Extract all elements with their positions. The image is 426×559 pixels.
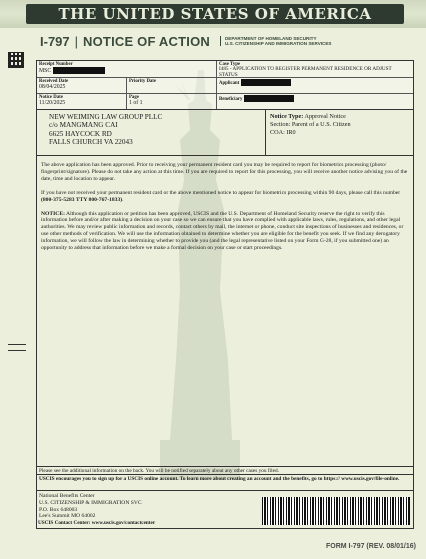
notice-label: NOTICE: bbox=[41, 210, 65, 217]
notice-body bbox=[36, 156, 414, 466]
receipt-number-cell bbox=[37, 61, 217, 78]
header-banner bbox=[0, 0, 426, 28]
notice-title: NOTICE OF ACTION bbox=[83, 33, 210, 49]
phone-number: (800-375-5283 TTY 800-767-1833) bbox=[41, 196, 123, 203]
qr-code-icon bbox=[8, 52, 24, 68]
notice-type-label: Notice Type: bbox=[270, 113, 304, 120]
online-account-note: USCIS encourages you to sign up for a USCIS online account. To learn more about creating an account and the benefits, go to https:// www.uscis.gov/file-online. bbox=[36, 475, 414, 491]
center-line-4: Lee's Summit MO 64002 bbox=[39, 513, 96, 520]
center-line-2: U.S. CITIZENSHIP & IMMIGRATION SVC bbox=[39, 499, 142, 506]
case-type-value: I485 - APPLICATION TO REGISTER PERMANENT RESIDENCE OR ADJUST STATUS bbox=[219, 66, 392, 78]
agency-line-1: DEPARTMENT OF HOMELAND SECURITY bbox=[224, 35, 317, 41]
receipt-number-value: MSC bbox=[39, 67, 214, 74]
coa-line: COA: IR0 bbox=[270, 129, 296, 136]
back-page-note: Please see the additional information on the back. You will be notified separately about any other cases you filed. bbox=[36, 466, 414, 475]
fold-mark bbox=[8, 344, 26, 345]
redaction-bar bbox=[244, 95, 294, 102]
beneficiary-label: Beneficiary bbox=[219, 96, 243, 102]
center-line-1: National Benefits Center bbox=[39, 493, 95, 499]
case-type-label: Case Type bbox=[219, 62, 241, 67]
form-number: I-797 bbox=[40, 33, 70, 49]
page-cell bbox=[127, 94, 217, 109]
mailing-address bbox=[36, 110, 266, 156]
center-line-3: P.O. Box 648003 bbox=[39, 506, 78, 513]
title-separator: | bbox=[74, 33, 79, 49]
notice-type-value: Approval Notice bbox=[304, 113, 346, 120]
priority-date-cell bbox=[127, 78, 217, 94]
address-line-2: c/o MANGMANG CAI bbox=[49, 121, 118, 130]
notice-date-cell bbox=[37, 94, 127, 109]
page-value: 1 of 1 bbox=[129, 100, 143, 107]
applicant-cell bbox=[217, 78, 413, 94]
notice-title-bar bbox=[40, 33, 410, 49]
service-center-address bbox=[39, 493, 239, 520]
barcode-icon bbox=[262, 497, 410, 525]
receipt-number-label: Receipt Number bbox=[39, 62, 73, 67]
beneficiary-cell bbox=[217, 94, 413, 109]
banner-title: THE UNITED STATES OF AMERICA bbox=[26, 4, 404, 24]
received-date-cell bbox=[37, 78, 127, 94]
page-label: Page bbox=[129, 95, 139, 100]
contact-center-line: USCIS Contact Center: www.uscis.gov/contactcenter bbox=[38, 520, 156, 526]
redaction-bar bbox=[53, 67, 105, 74]
priority-date-label: Priority Date bbox=[129, 79, 157, 84]
notice-type-line bbox=[270, 113, 409, 121]
notice-date-label: Notice Date bbox=[39, 95, 63, 100]
verification-notice-paragraph: NOTICE: Although this application or petition has been approved, USCIS and the U.S. Department of Homeland Security reserve the right to verify this information before and/or after making a decision on your case so we can ensure that you have complied with applicable laws, rules, regulations, and other legal authorities. We may review public information and records, contact others by mail, the internet or phone, conduct site inspections of businesses and residences, or use other methods of verification. We will use the information obtained to determine whether you are eligible for the benefit you seek. If we find any derogatory information, we will follow the law in determining whether to provide you (and the legal representative listed on your Form G-28, if you submitted one) an opportunity to address that information before we make a formal decision on your case or start proceedings. bbox=[41, 210, 404, 252]
received-date-value: 08/04/2025 bbox=[39, 84, 66, 91]
approval-paragraph: The above application has been approved. Prior to receiving your permanent resident card you may be required to report for biometrics processing (photo/ fingerprint/signature). Please do not take any action at this time. If you are required to report for this processing, you will receive another notice advising you of the date, time and location to appear. bbox=[41, 162, 408, 182]
case-type-cell bbox=[217, 61, 413, 78]
address-line-4: FALLS CHURCH VA 22043 bbox=[49, 138, 133, 147]
case-info-grid bbox=[36, 60, 414, 110]
agency-line-2: U.S. CITIZENSHIP AND IMMIGRATION SERVICES bbox=[224, 41, 332, 46]
notice-type-box bbox=[266, 110, 414, 156]
received-date-label: Received Date bbox=[39, 79, 69, 84]
biometrics-paragraph: If you have not received your permanent resident card or the above mentioned notice to appear for biometrics processing within 90 days, please call this number (800-375-5283 TTY 800-767-1833). bbox=[41, 189, 401, 203]
section-line: Section: Parent of a U.S. Citizen bbox=[270, 121, 351, 128]
notice-date-value: 11/20/2025 bbox=[39, 100, 66, 107]
fold-mark bbox=[8, 350, 26, 351]
applicant-label: Applicant bbox=[219, 80, 240, 86]
redaction-bar bbox=[241, 79, 291, 86]
agency-name bbox=[220, 36, 332, 46]
address-line-3: 6625 HAYCOCK RD bbox=[49, 129, 112, 138]
address-line-1: NEW WEIMING LAW GROUP PLLC bbox=[49, 113, 163, 121]
form-revision: FORM I-797 (REV. 08/01/16) bbox=[325, 543, 416, 550]
